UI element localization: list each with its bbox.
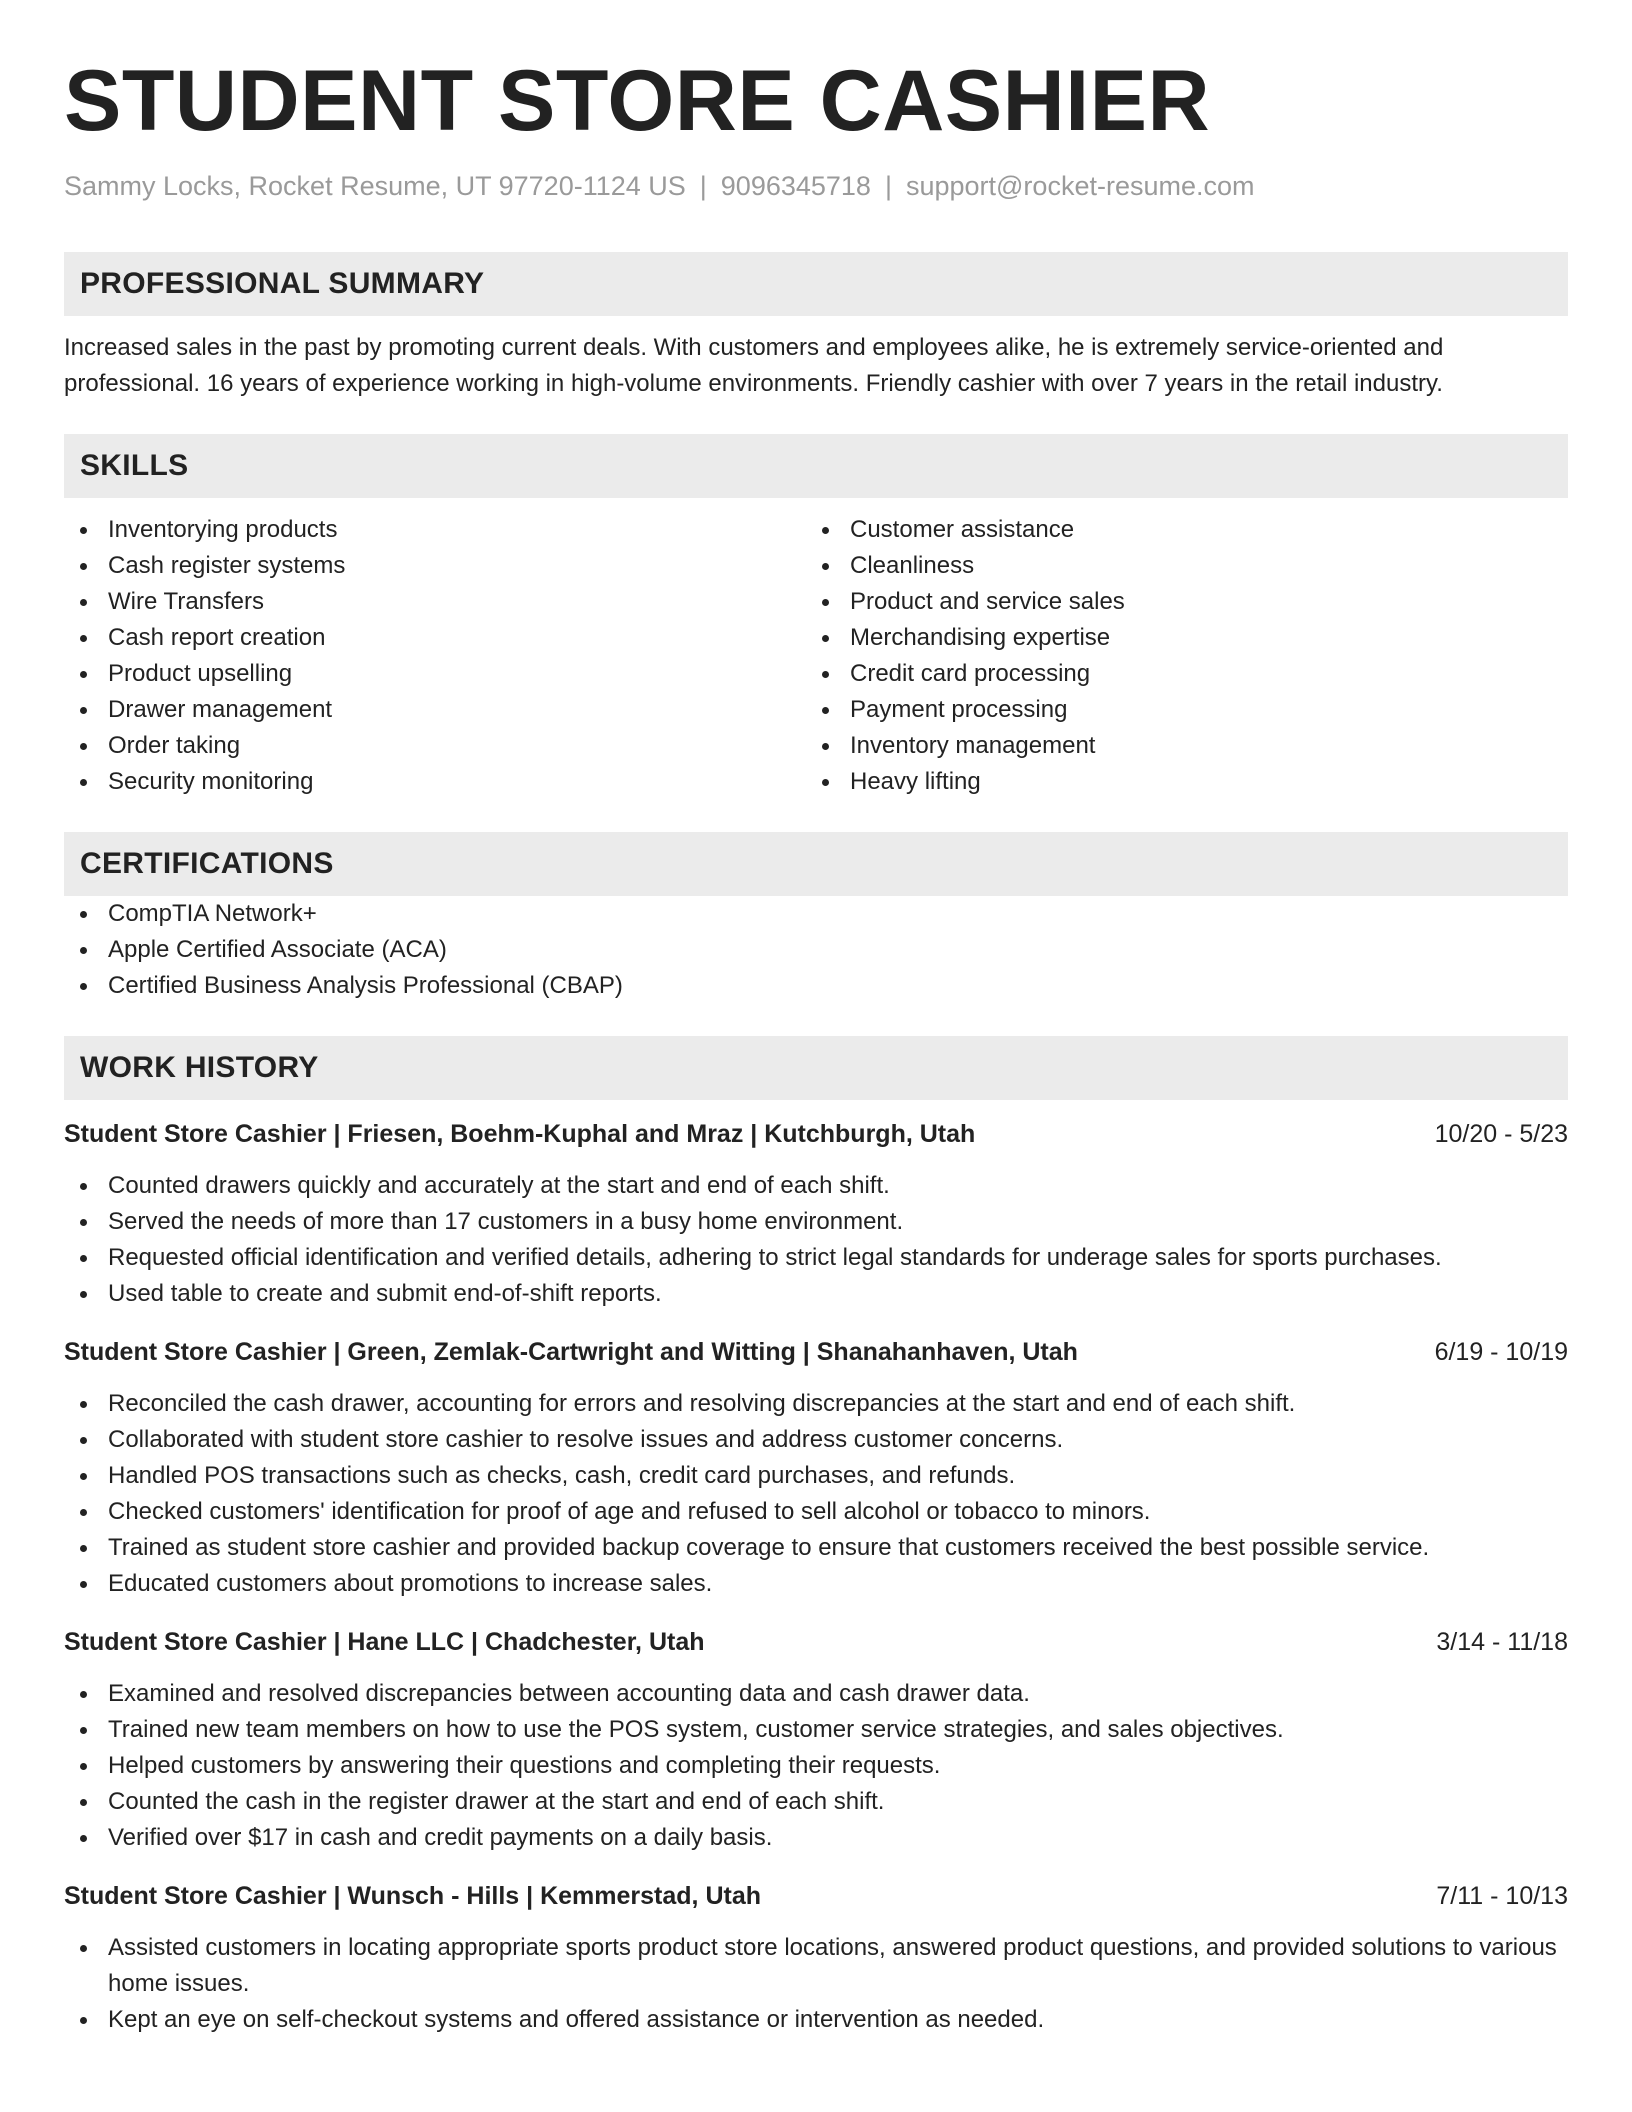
skill-item: Wire Transfers	[64, 584, 806, 620]
job-entry	[64, 1624, 1568, 1856]
contact-line	[64, 170, 1568, 202]
skills-column-left	[64, 512, 806, 800]
skill-item: Payment processing	[806, 692, 1548, 728]
job-duty-item: Collaborated with student store cashier to resolve issues and address customer concerns.	[64, 1422, 1568, 1458]
job-duty-item: Helped customers by answering their questions and completing their requests.	[64, 1748, 1568, 1784]
job-header	[64, 1116, 1568, 1152]
job-duty-item: Educated customers about promotions to increase sales.	[64, 1566, 1568, 1602]
job-duty-item: Examined and resolved discrepancies between accounting data and cash drawer data.	[64, 1676, 1568, 1712]
certification-item: Apple Certified Associate (ACA)	[64, 932, 1568, 968]
job-duty-item: Assisted customers in locating appropriate sports product store locations, answered product questions, and provided solutions to various home issues.	[64, 1930, 1568, 2002]
skill-item: Inventory management	[806, 728, 1548, 764]
skill-item: Cash register systems	[64, 548, 806, 584]
job-dates: 6/19 - 10/19	[1434, 1338, 1568, 1367]
job-duties-list	[64, 1930, 1568, 2038]
job-duties-list	[64, 1676, 1568, 1856]
skill-item: Customer assistance	[806, 512, 1548, 548]
skill-item: Cash report creation	[64, 620, 806, 656]
job-header	[64, 1334, 1568, 1370]
contact-separator: |	[699, 171, 707, 201]
skill-item: Merchandising expertise	[806, 620, 1548, 656]
job-duty-item: Served the needs of more than 17 customers in a busy home environment.	[64, 1204, 1568, 1240]
job-header	[64, 1624, 1568, 1660]
job-duty-item: Trained new team members on how to use the POS system, customer service strategies, and sales objectives.	[64, 1712, 1568, 1748]
job-duty-item: Reconciled the cash drawer, accounting for errors and resolving discrepancies at the start and end of each shift.	[64, 1386, 1568, 1422]
job-header	[64, 1878, 1568, 1914]
job-dates: 3/14 - 11/18	[1436, 1628, 1568, 1657]
job-duty-item: Requested official identification and verified details, adhering to strict legal standards for underage sales for sports purchases.	[64, 1240, 1568, 1276]
resume-title: STUDENT STORE CASHIER	[64, 53, 1211, 149]
contact-phone: 9096345718	[720, 171, 871, 201]
skill-item: Inventorying products	[64, 512, 806, 548]
section-header-skills: SKILLS	[64, 434, 1568, 498]
skill-item: Product upselling	[64, 656, 806, 692]
job-duty-item: Counted the cash in the register drawer at the start and end of each shift.	[64, 1784, 1568, 1820]
skill-item: Security monitoring	[64, 764, 806, 800]
job-duty-item: Verified over $17 in cash and credit payments on a daily basis.	[64, 1820, 1568, 1856]
skill-item: Heavy lifting	[806, 764, 1548, 800]
skill-item: Product and service sales	[806, 584, 1548, 620]
job-entry	[64, 1116, 1568, 1312]
certification-item: CompTIA Network+	[64, 896, 1568, 932]
summary-text: Increased sales in the past by promoting current deals. With customers and employees alike, he is extremely service-oriented and professional. 16 years of experience working in high-volume environments. Friendly cashier with over 7 years in the retail industry.	[64, 334, 1444, 398]
contact-address: Sammy Locks, Rocket Resume, UT 97720-1124 US	[64, 171, 686, 201]
skill-item: Drawer management	[64, 692, 806, 728]
job-duties-list	[64, 1386, 1568, 1602]
skills-grid	[64, 512, 1568, 800]
skills-column-right	[806, 512, 1548, 800]
job-duties-list	[64, 1168, 1568, 1312]
job-duty-item: Handled POS transactions such as checks, cash, credit card purchases, and refunds.	[64, 1458, 1568, 1494]
skill-item: Cleanliness	[806, 548, 1548, 584]
job-duty-item: Used table to create and submit end-of-shift reports.	[64, 1276, 1568, 1312]
certifications-list	[64, 896, 1568, 1004]
contact-separator: |	[884, 171, 892, 201]
job-dates: 7/11 - 10/13	[1436, 1882, 1568, 1911]
skill-item: Order taking	[64, 728, 806, 764]
job-entry	[64, 1334, 1568, 1602]
certification-item: Certified Business Analysis Professional (CBAP)	[64, 968, 1568, 1004]
job-title: Student Store Cashier | Green, Zemlak-Cartwright and Witting | Shanahanhaven, Utah	[64, 1338, 1078, 1367]
job-entry	[64, 1878, 1568, 2038]
job-dates: 10/20 - 5/23	[1434, 1120, 1568, 1149]
job-duty-item: Kept an eye on self-checkout systems and offered assistance or intervention as needed.	[64, 2002, 1568, 2038]
section-header-work-history: WORK HISTORY	[64, 1036, 1568, 1100]
contact-email: support@rocket-resume.com	[905, 171, 1255, 201]
job-duty-item: Checked customers' identification for proof of age and refused to sell alcohol or tobacco to minors.	[64, 1494, 1568, 1530]
job-duty-item: Trained as student store cashier and provided backup coverage to ensure that customers received the best possible service.	[64, 1530, 1568, 1566]
section-header-certifications: CERTIFICATIONS	[64, 832, 1568, 896]
job-title: Student Store Cashier | Friesen, Boehm-Kuphal and Mraz | Kutchburgh, Utah	[64, 1120, 976, 1149]
section-header-summary: PROFESSIONAL SUMMARY	[64, 252, 1568, 316]
job-title: Student Store Cashier | Wunsch - Hills | Kemmerstad, Utah	[64, 1882, 761, 1911]
job-title: Student Store Cashier | Hane LLC | Chadchester, Utah	[64, 1628, 705, 1657]
skill-item: Credit card processing	[806, 656, 1548, 692]
job-duty-item: Counted drawers quickly and accurately at the start and end of each shift.	[64, 1168, 1568, 1204]
